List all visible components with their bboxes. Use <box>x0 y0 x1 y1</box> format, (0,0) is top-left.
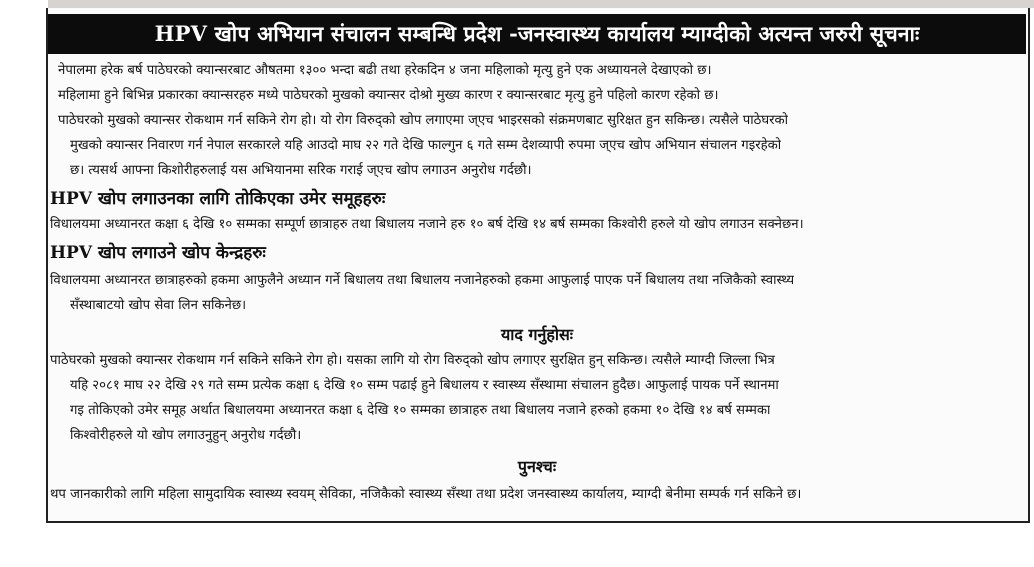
reminder-heading: याद गर्नुहोसः <box>500 325 574 344</box>
postscript-line: थप जानकारीको लागि महिला सामुदायिक स्वास्थ्य स्वयम् सेविका, नजिकैको स्वास्थ्य सँस्था तथा प्रदेश जनस्वास्थ्य कार्यालय, म्याग्दी बेनीमा सम्पर्क गर्न सकिने छ। <box>50 487 802 502</box>
intro-line: महिलामा हुने बिभिन्न प्रकारका क्यान्सरहरु मध्ये पाठेघरको मुखको क्यान्सर दोश्रो मुख्य कारण र क्यान्सरबाट मृत्यु हुने पहिलो कारण रहेको छ। <box>58 88 719 103</box>
vaccine-centers-heading: HPV खोप लगाउने खोप केन्द्रहरुः <box>50 243 266 263</box>
postscript-heading: पुनश्चः <box>517 457 557 476</box>
top-image-strip <box>48 0 1034 8</box>
intro-line: नेपालमा हरेक बर्ष पाठेघरको क्यान्सरबाट औषतमा १३०० भन्दा बढी तथा हरेकदिन ४ जना महिलाको मृत्यु हुने एक अध्यायनले देखाएको छ। <box>58 63 712 78</box>
reminder-line: गइ तोकिएको उमेर समूह अर्थात बिधालयमा अध्यानरत कक्षा ६ देखि १० सम्मका छात्राहरु तथा बिधालय नजाने हरुको हकमा १० देखि १४ बर्ष सम्मका <box>70 403 771 418</box>
intro-line: मुखको क्यान्सर निवारण गर्न नेपाल सरकारले यहि आउदो माघ २२ गते देखि फाल्गुन ६ गते सम्म देशव्यापी रुपमा ज्एच खोप अभियान संचालन गइरहेको <box>70 138 782 153</box>
notice-title: HPV खोप अभियान संचालन सम्बन्धि प्रदेश -जनस्वास्थ्य कार्यालय म्याग्दीको अत्यन्त जरुरी सूचनाः <box>48 14 1026 54</box>
notice-content <box>48 56 1026 520</box>
intro-line: पाठेघरको मुखको क्यान्सर रोकथाम गर्न सकिने रोग हो। यो रोग विरुद्को खोप लगाएमा ज्एच भाइरसको संक्रमणबाट सुरिक्षत हुन सकिन्छ। त्यसैले पाठेघरको <box>58 113 789 128</box>
vaccine-centers-line: सँस्थाबाटयो खोप सेवा लिन सकिनेछ। <box>70 298 247 313</box>
intro-line: छ। त्यसर्थ आफ्ना किशोरीहरुलाई यस अभियानमा सरिक गराई ज्एच खोप लगाउन अनुरोध गर्दछौ। <box>70 163 532 178</box>
age-group-line: विधालयमा अध्यानरत कक्षा ६ देखि १० सम्मका सम्पूर्ण छात्राहरु तथा बिधालय नजाने हरु १० बर्ष देखि १४ बर्ष सम्मका किश्वोरी हरुले यो खोप लगाउन सक्नेछन। <box>50 217 804 232</box>
reminder-line: किश्वोरीहरुले यो खोप लगाउनुहुन् अनुरोध गर्दछौ। <box>70 428 302 443</box>
age-group-heading: HPV खोप लगाउनका लागि तोकिएका उमेर समूहहरुः <box>50 189 386 209</box>
reminder-line: यहि २०८१ माघ २२ देखि २९ गते सम्म प्रत्येक कक्षा ६ देखि १० सम्म पढाई हुने बिधालय र स्वास्थ्य सँस्थामा संचालन हुदैछ। आफुलाई पायक पर्ने स्थानमा <box>70 378 779 393</box>
vaccine-centers-line: विधालयमा अध्यानरत छात्राहरुको हकमा आफुलैने अध्यान गर्ने बिधालय तथा बिधालय नजानेहरुको हकमा आफुलाई पाएक पर्ने बिधालय तथा नजिकैको स्वास्थ्य <box>50 273 795 288</box>
reminder-line: पाठेघरको मुखको क्यान्सर रोकथाम गर्न सकिने सकिने रोग हो। यसका लागि यो रोग विरुद्को खोप लगाएर सुरक्षित हुन् सकिन्छ। त्यसैले म्याग्दी जिल्ला भित्र <box>50 353 775 368</box>
